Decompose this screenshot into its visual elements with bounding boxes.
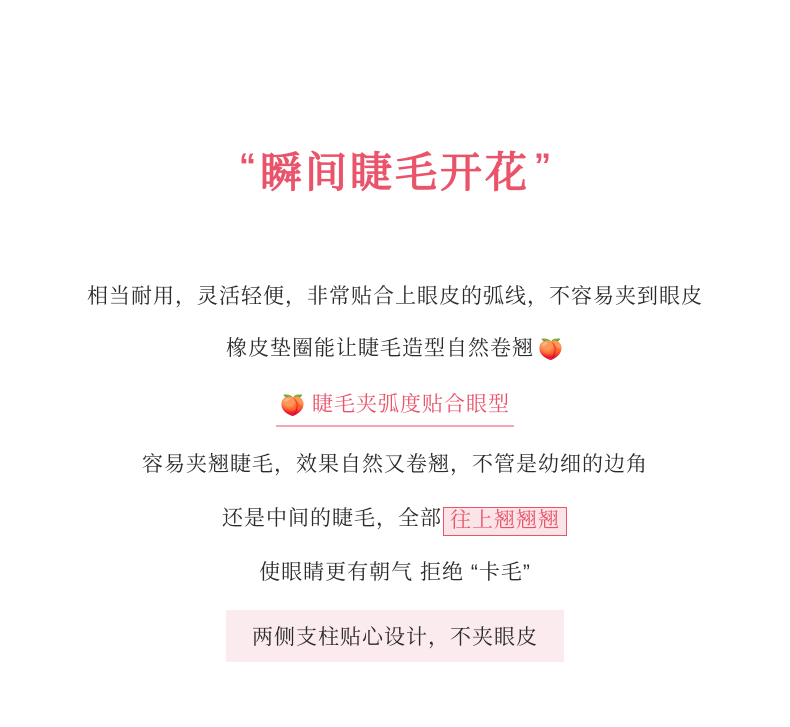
quote-close-mark: ” [534,147,551,185]
quote-open-mark: “ [238,147,256,185]
highlight-badge: 往上翘翘翘 [443,507,567,536]
peach-icon: 🍑 [280,395,306,417]
subheading [276,388,514,427]
body-line-3: 容易夹翘睫毛，效果自然又卷翘，不管是幼细的边角 [142,453,648,476]
banner-container [0,610,790,662]
bottom-banner: 两侧支柱贴心设计，不夹眼皮 [226,610,564,662]
headline-text: 瞬间睫毛开花 [259,149,530,196]
subheading-container [0,388,790,427]
body-line-1: 相当耐用，灵活轻便，非常贴合上眼皮的弧线，不容易夹到眼皮 [87,285,703,308]
subheading-text: 睫毛夹弧度贴合眼型 [311,393,510,416]
peach-icon: 🍑 [538,339,564,361]
body-line-5: 使眼睛更有朝气 拒绝 “卡毛” [259,561,531,584]
body-line-2-text: 橡皮垫圈能让睫毛造型自然卷翘 [226,337,535,360]
body-line-4-text: 还是中间的睫毛，全部 [222,507,442,530]
page-title [0,140,790,200]
body-line-2 [0,332,790,362]
body-line-4 [0,502,790,536]
